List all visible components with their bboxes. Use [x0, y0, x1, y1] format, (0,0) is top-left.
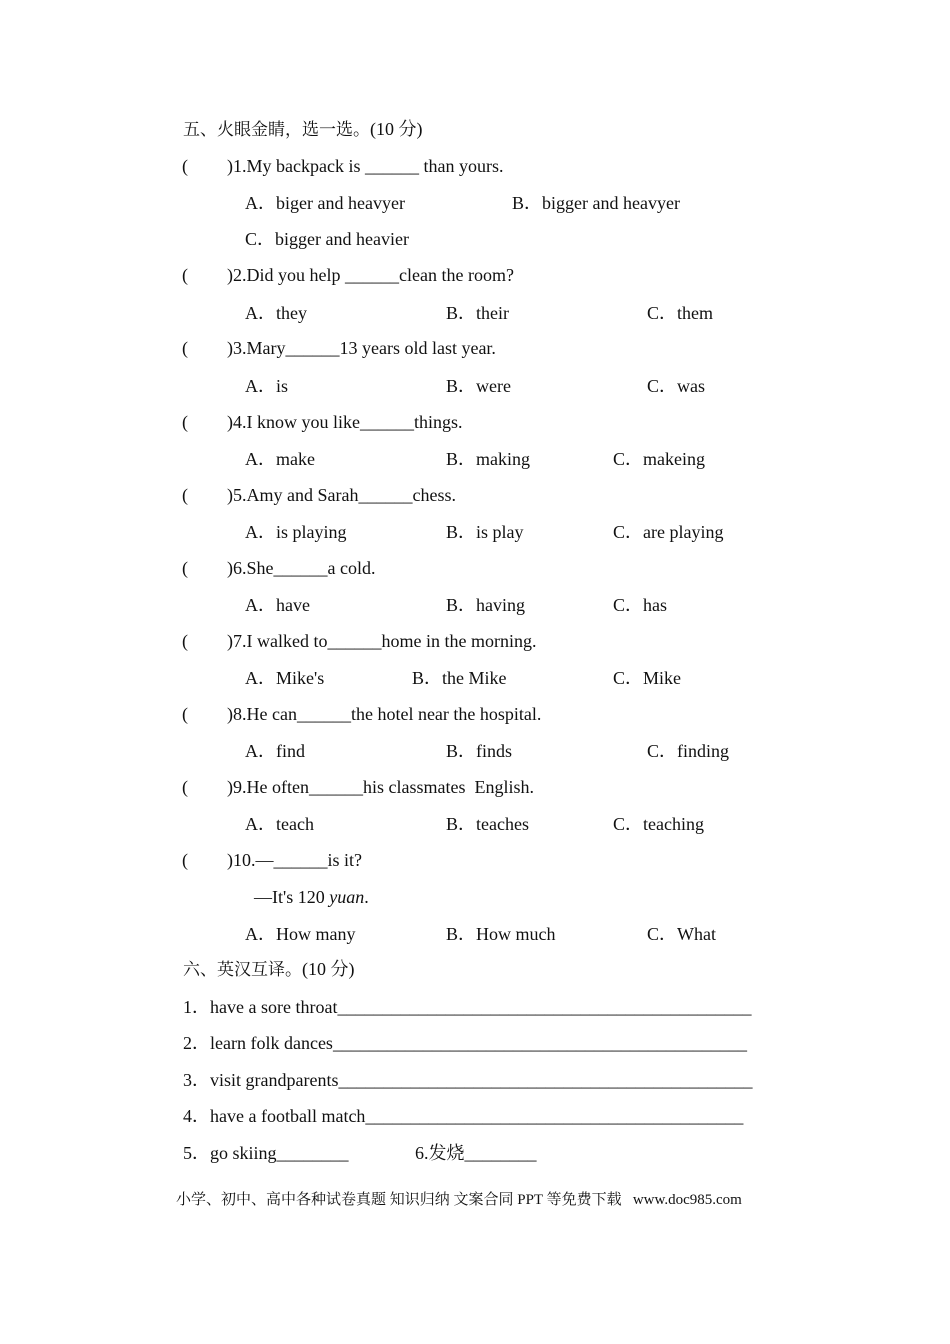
- q8-option-a: A．find: [245, 741, 305, 761]
- q8-option-c: C．finding: [647, 741, 730, 761]
- q7-paren: (: [182, 631, 188, 651]
- q5-option-a: A．is playing: [245, 522, 347, 542]
- q10-option-c: C．What: [647, 924, 716, 944]
- section5-score: (10 分): [370, 119, 423, 139]
- q3-paren: (: [182, 338, 188, 358]
- q4-paren: (: [182, 412, 188, 432]
- q10-stem: )10.—______is it?: [227, 850, 362, 870]
- q6-option-b: B．having: [446, 595, 525, 615]
- q10-reply-suffix: .: [364, 887, 369, 907]
- q4-stem: )4.I know you like______things.: [227, 412, 463, 432]
- q6-stem: )6.She______a cold.: [227, 558, 376, 578]
- translate-item-5: 5．go skiing________: [183, 1143, 349, 1163]
- q10-option-b: B．How much: [446, 924, 556, 944]
- q5-paren: (: [182, 485, 188, 505]
- translate-item-4: 4．have a football match__________________________________________: [183, 1106, 744, 1126]
- q10-reply-prefix: —It's 120: [254, 887, 330, 907]
- q3-stem: )3.Mary______13 years old last year.: [227, 338, 496, 358]
- q10-reply-italic: yuan: [329, 887, 365, 907]
- q7-option-c: C．Mike: [613, 668, 682, 688]
- q7-stem: )7.I walked to______home in the morning.: [227, 631, 537, 651]
- translate-item-1: 1．have a sore throat______________________________________________: [183, 997, 752, 1017]
- q6-option-a: A．have: [245, 595, 310, 615]
- q4-option-b: B．making: [446, 449, 530, 469]
- q1-stem: )1.My backpack is ______ than yours.: [227, 156, 504, 176]
- translate-item-6: 6.发烧________: [415, 1143, 537, 1163]
- q3-option-c: C．was: [647, 376, 705, 396]
- q5-stem: )5.Amy and Sarah______chess.: [227, 485, 456, 505]
- q10-reply: [254, 886, 369, 908]
- q10-option-a: A．How many: [245, 924, 356, 944]
- section6-heading: [183, 958, 355, 981]
- q2-stem: )2.Did you help ______clean the room?: [227, 265, 514, 285]
- section6-title: 六、英汉互译。: [183, 960, 302, 980]
- q10-paren: (: [182, 850, 188, 870]
- q6-option-c: C．has: [613, 595, 667, 615]
- q9-stem: )9.He often______his classmates English.: [227, 777, 534, 797]
- q9-option-b: B．teaches: [446, 814, 529, 834]
- q6-paren: (: [182, 558, 188, 578]
- section5-title: 五、火眼金睛，选一选。: [183, 120, 370, 140]
- q3-option-b: B．were: [446, 376, 511, 396]
- q2-paren: (: [182, 265, 188, 285]
- q2-option-c: C．them: [647, 303, 713, 323]
- q7-option-b: B．the Mike: [412, 668, 507, 688]
- section6-score: (10 分): [302, 959, 355, 979]
- q4-option-c: C．makeing: [613, 449, 705, 469]
- q5-option-b: B．is play: [446, 522, 524, 542]
- q8-option-b: B．finds: [446, 741, 513, 761]
- q3-option-a: A．is: [245, 376, 289, 396]
- q8-stem: )8.He can______the hotel near the hospital.: [227, 704, 542, 724]
- q5-option-c: C．are playing: [613, 522, 724, 542]
- q7-option-a: A．Mike's: [245, 668, 325, 688]
- q9-option-a: A．teach: [245, 814, 314, 834]
- q9-paren: (: [182, 777, 188, 797]
- q2-option-a: A．they: [245, 303, 307, 323]
- q1-option-b: B．bigger and heavyer: [512, 193, 680, 213]
- q1-option-a: A．biger and heavyer: [245, 193, 405, 213]
- q2-option-b: B．their: [446, 303, 509, 323]
- q8-paren: (: [182, 704, 188, 724]
- q1-paren: (: [182, 156, 188, 176]
- q1-option-c: C．bigger and heavier: [245, 229, 409, 249]
- q9-option-c: C．teaching: [613, 814, 704, 834]
- q4-option-a: A．make: [245, 449, 315, 469]
- translate-item-3: 3．visit grandparents______________________________________________: [183, 1070, 753, 1090]
- footer-note: 小学、初中、高中各种试卷真题 知识归纳 文案合同 PPT 等免费下载 www.doc985.com: [176, 1192, 742, 1208]
- translate-item-2: 2．learn folk dances______________________________________________: [183, 1033, 747, 1053]
- section5-heading: [183, 118, 423, 141]
